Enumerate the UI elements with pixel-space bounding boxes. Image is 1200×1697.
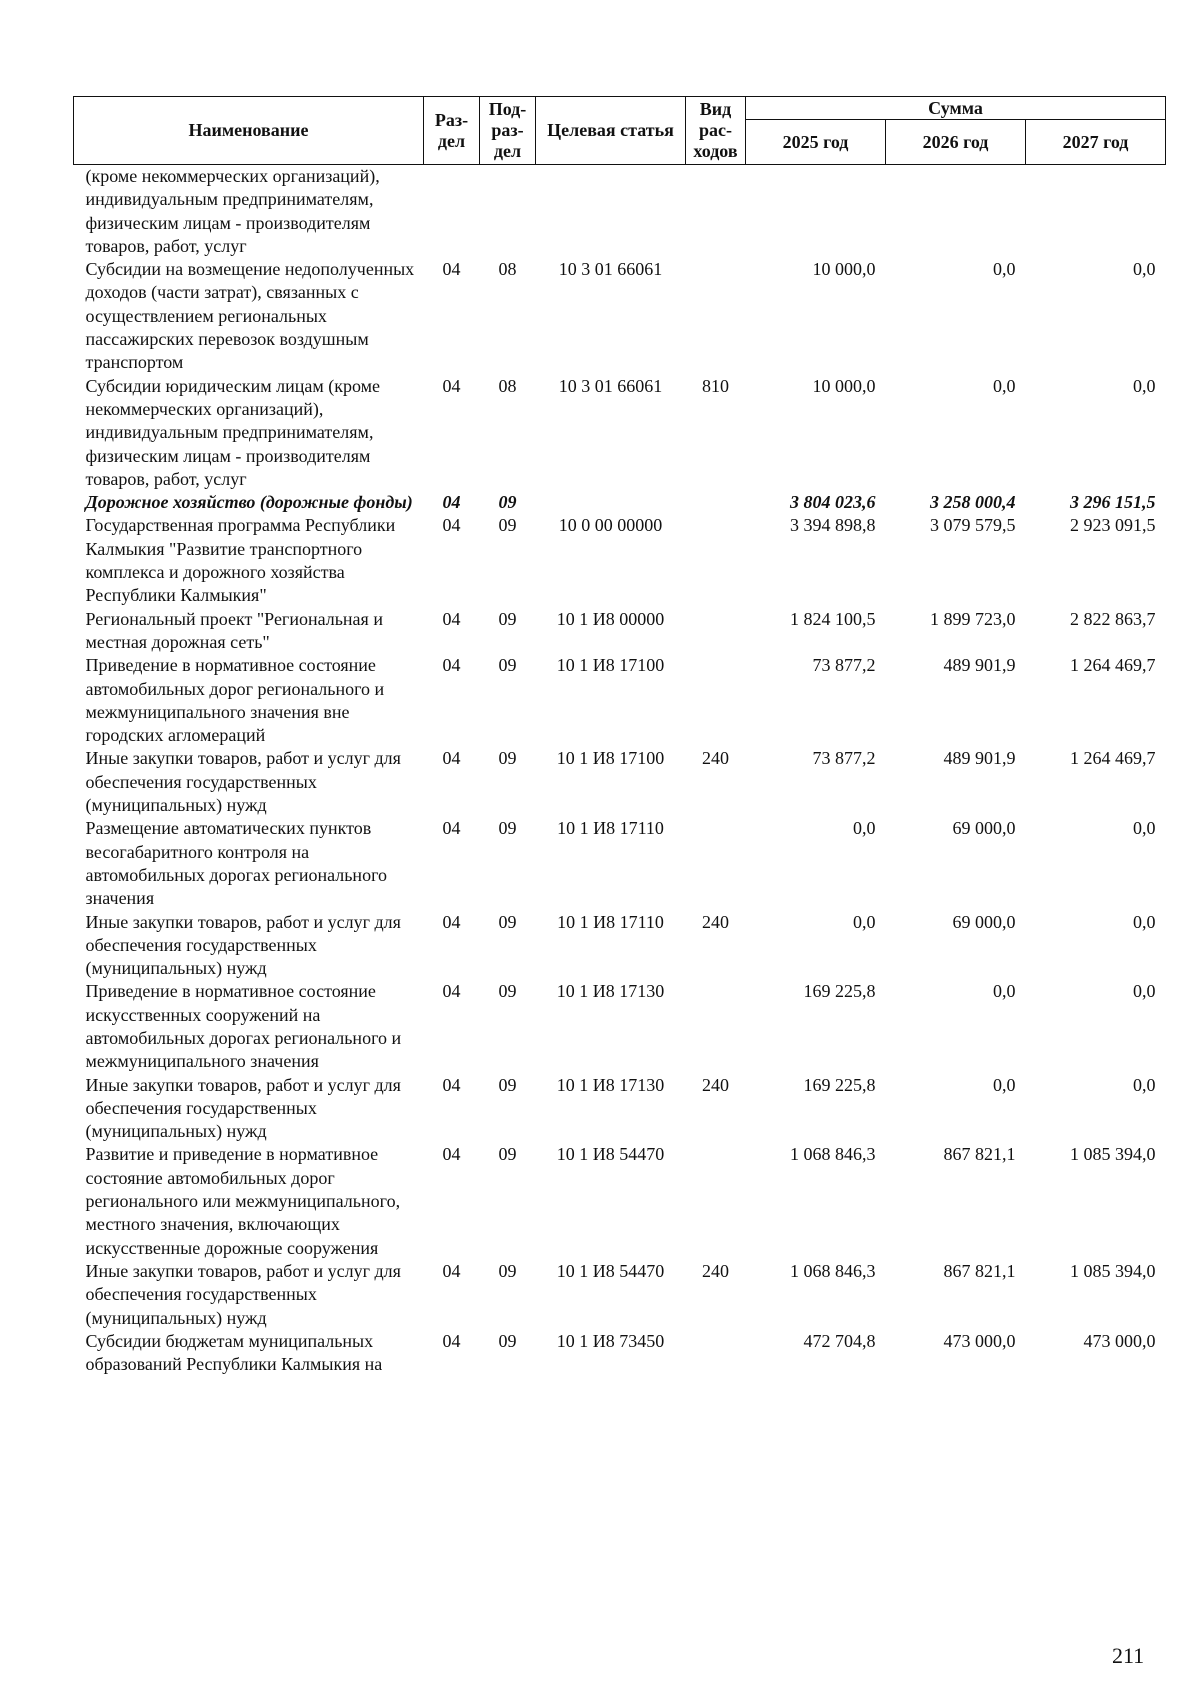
- row-vid: [686, 165, 746, 259]
- row-sum-2026: 69 000,0: [952, 818, 1016, 839]
- row-sum-2026: 0,0: [993, 1074, 1016, 1095]
- table-row: [74, 1074, 1166, 1144]
- row-vid: [686, 980, 746, 1073]
- row-podrazdel: 09: [498, 492, 517, 513]
- row-celevaya: 10 1 И8 54470: [556, 1144, 665, 1165]
- row-name: Государственная программа Республики Калмыкия "Развитие транспортного комплекса и дорожного хозяйства Республики Калмыкия": [85, 515, 396, 606]
- row-celevaya: 10 1 И8 17100: [556, 655, 665, 676]
- row-sum-2027: 1 264 469,7: [1070, 748, 1156, 769]
- row-razdel: 04: [442, 1330, 461, 1351]
- row-razdel: 04: [442, 608, 461, 629]
- row-razdel: [424, 165, 480, 259]
- row-razdel: 04: [442, 375, 461, 396]
- row-celevaya: 10 3 01 66061: [558, 375, 663, 396]
- row-sum-2027: 2 923 091,5: [1070, 515, 1156, 536]
- row-vid: [686, 258, 746, 374]
- row-razdel: 04: [442, 1074, 461, 1095]
- row-vid: 240: [702, 911, 729, 932]
- row-podrazdel: 09: [498, 818, 517, 839]
- row-sum-2027: 0,0: [1133, 911, 1156, 932]
- row-celevaya: 10 1 И8 54470: [556, 1260, 665, 1281]
- row-podrazdel: 08: [498, 375, 517, 396]
- row-sum-2026: 473 000,0: [943, 1330, 1016, 1351]
- row-sum-2025: 3 804 023,6: [790, 492, 876, 513]
- row-sum-2025: 10 000,0: [812, 259, 876, 280]
- row-name: Субсидии юридическим лицам (кроме некоммерческих организаций), индивидуальным предпринимателям, физическим лицам - производителям товаров, работ, услуг: [85, 375, 381, 489]
- row-podrazdel: 08: [498, 259, 517, 280]
- row-sum-2027: 2 822 863,7: [1070, 608, 1156, 629]
- row-vid: [686, 654, 746, 747]
- row-name: Региональный проект "Региональная и местная дорожная сеть": [85, 608, 383, 652]
- row-vid: [686, 491, 746, 514]
- row-podrazdel: 09: [498, 1260, 517, 1281]
- row-celevaya: 10 1 И8 17130: [556, 1074, 665, 1095]
- row-sum-2026: [886, 165, 1026, 259]
- row-podrazdel: 09: [498, 981, 517, 1002]
- row-sum-2025: [746, 165, 886, 259]
- table-row: [74, 1260, 1166, 1330]
- table-row: [74, 608, 1166, 655]
- page-number: 211: [1112, 1643, 1145, 1668]
- row-vid: 240: [702, 1074, 729, 1095]
- table-row: [74, 911, 1166, 981]
- row-sum-2026: 489 901,9: [943, 748, 1016, 769]
- row-sum-2026: 867 821,1: [943, 1144, 1016, 1165]
- row-sum-2026: 489 901,9: [943, 655, 1016, 676]
- row-podrazdel: 09: [498, 515, 517, 536]
- row-sum-2025: 73 877,2: [812, 655, 876, 676]
- row-podrazdel: 09: [498, 1330, 517, 1351]
- row-sum-2027: 0,0: [1133, 259, 1156, 280]
- document-page: [73, 96, 1165, 1376]
- budget-table: [73, 96, 1166, 1376]
- row-celevaya: 10 1 И8 17110: [557, 911, 664, 932]
- row-razdel: 04: [442, 818, 461, 839]
- row-sum-2026: 0,0: [993, 259, 1016, 280]
- row-celevaya: 10 1 И8 00000: [556, 608, 665, 629]
- row-sum-2027: 0,0: [1133, 375, 1156, 396]
- row-sum-2026: 3 079 579,5: [930, 515, 1016, 536]
- row-celevaya: 10 1 И8 17110: [557, 818, 664, 839]
- row-razdel: 04: [442, 655, 461, 676]
- row-sum-2025: 169 225,8: [803, 981, 876, 1002]
- row-sum-2027: 1 264 469,7: [1070, 655, 1156, 676]
- row-podrazdel: 09: [498, 1074, 517, 1095]
- row-vid: 240: [702, 1260, 729, 1281]
- row-sum-2025: 73 877,2: [812, 748, 876, 769]
- row-vid: [686, 1143, 746, 1259]
- row-sum-2027: 473 000,0: [1083, 1330, 1156, 1351]
- row-sum-2027: 0,0: [1133, 981, 1156, 1002]
- table-row: [74, 654, 1166, 747]
- row-name: Дорожное хозяйство (дорожные фонды): [85, 492, 413, 513]
- row-name: Субсидии на возмещение недополученных доходов (части затрат), связанных с осуществлением региональных пассажирских перевозок воздушным транспортом: [85, 259, 415, 373]
- row-celevaya: [536, 165, 686, 259]
- table-row: [74, 1330, 1166, 1377]
- header-celevaya: Целевая статья: [536, 97, 686, 165]
- table-row: [74, 165, 1166, 259]
- row-celevaya: 10 1 И8 17100: [556, 748, 665, 769]
- row-name: Приведение в нормативное состояние искусственных сооружений на автомобильных дорогах регионального и межмуниципального значения: [85, 981, 402, 1072]
- header-vid: Вид рас-ходов: [686, 97, 746, 165]
- row-podrazdel: [480, 165, 536, 259]
- row-sum-2026: 0,0: [993, 375, 1016, 396]
- row-name: Иные закупки товаров, работ и услуг для обеспечения государственных (муниципальных) нужд: [85, 911, 401, 979]
- table-row: [74, 747, 1166, 817]
- row-razdel: 04: [442, 515, 461, 536]
- row-name: Приведение в нормативное состояние автомобильных дорог регионального и межмуниципального значения вне городских агломераций: [85, 655, 385, 746]
- row-sum-2025: 0,0: [853, 818, 876, 839]
- row-sum-2027: 0,0: [1133, 1074, 1156, 1095]
- row-sum-2025: 0,0: [853, 911, 876, 932]
- header-podrazdel: Под-раз-дел: [480, 97, 536, 165]
- header-name: Наименование: [74, 97, 424, 165]
- row-name: Иные закупки товаров, работ и услуг для обеспечения государственных (муниципальных) нужд: [85, 1260, 401, 1328]
- row-podrazdel: 09: [498, 655, 517, 676]
- row-sum-2026: 867 821,1: [943, 1260, 1016, 1281]
- row-vid: 810: [702, 375, 729, 396]
- row-sum-2027: 3 296 151,5: [1070, 492, 1156, 513]
- row-sum-2025: 1 068 846,3: [790, 1144, 876, 1165]
- row-celevaya: 10 3 01 66061: [558, 259, 663, 280]
- header-summa: Сумма: [746, 97, 1166, 120]
- table-row: [74, 491, 1166, 514]
- row-celevaya: 10 0 00 00000: [558, 515, 663, 536]
- row-vid: [686, 1330, 746, 1377]
- table-row: [74, 514, 1166, 607]
- table-header: [74, 97, 1166, 165]
- row-sum-2027: 1 085 394,0: [1070, 1144, 1156, 1165]
- row-sum-2025: 10 000,0: [812, 375, 876, 396]
- row-podrazdel: 09: [498, 1144, 517, 1165]
- row-name: (кроме некоммерческих организаций), индивидуальным предпринимателям, физическим лицам - производителям товаров, работ, услуг: [85, 166, 380, 256]
- row-sum-2025: 1 068 846,3: [790, 1260, 876, 1281]
- table-row: [74, 258, 1166, 374]
- row-name: Иные закупки товаров, работ и услуг для обеспечения государственных (муниципальных) нужд: [85, 748, 401, 816]
- row-razdel: 04: [442, 492, 461, 513]
- table-row: [74, 1143, 1166, 1259]
- row-podrazdel: 09: [498, 911, 517, 932]
- row-razdel: 04: [442, 1260, 461, 1281]
- row-razdel: 04: [442, 981, 461, 1002]
- row-sum-2027: 1 085 394,0: [1070, 1260, 1156, 1281]
- row-sum-2027: [1026, 165, 1166, 259]
- row-vid: [686, 608, 746, 655]
- row-sum-2025: 169 225,8: [803, 1074, 876, 1095]
- header-razdel: Раз-дел: [424, 97, 480, 165]
- row-podrazdel: 09: [498, 748, 517, 769]
- table-body: [74, 165, 1166, 1377]
- row-razdel: 04: [442, 1144, 461, 1165]
- row-razdel: 04: [442, 748, 461, 769]
- table-row: [74, 817, 1166, 910]
- header-2026: 2026 год: [886, 120, 1026, 165]
- row-name: Развитие и приведение в нормативное состояние автомобильных дорог регионального или межмуниципального, местного значения, включающих искусственные дорожные сооружения: [85, 1144, 401, 1258]
- row-sum-2026: 0,0: [993, 981, 1016, 1002]
- row-name: Субсидии бюджетам муниципальных образований Республики Калмыкия на: [85, 1330, 383, 1375]
- row-razdel: 04: [442, 911, 461, 932]
- row-celevaya: 10 1 И8 17130: [556, 981, 665, 1002]
- header-2027: 2027 год: [1026, 120, 1166, 165]
- row-celevaya: 10 1 И8 73450: [556, 1330, 665, 1351]
- row-sum-2025: 472 704,8: [803, 1330, 876, 1351]
- row-vid: [686, 514, 746, 607]
- table-row: [74, 375, 1166, 491]
- row-sum-2026: 1 899 723,0: [930, 608, 1016, 629]
- row-name: Иные закупки товаров, работ и услуг для обеспечения государственных (муниципальных) нужд: [85, 1074, 401, 1142]
- row-sum-2026: 69 000,0: [952, 911, 1016, 932]
- row-sum-2025: 1 824 100,5: [790, 608, 876, 629]
- table-row: [74, 980, 1166, 1073]
- row-sum-2026: 3 258 000,4: [930, 492, 1016, 513]
- row-sum-2027: 0,0: [1133, 818, 1156, 839]
- row-podrazdel: 09: [498, 608, 517, 629]
- row-vid: [686, 817, 746, 910]
- row-celevaya: [536, 491, 686, 514]
- row-sum-2025: 3 394 898,8: [790, 515, 876, 536]
- row-name: Размещение автоматических пунктов весогабаритного контроля на автомобильных дорогах регионального значения: [85, 818, 387, 909]
- row-vid: 240: [702, 748, 729, 769]
- header-2025: 2025 год: [746, 120, 886, 165]
- row-razdel: 04: [442, 259, 461, 280]
